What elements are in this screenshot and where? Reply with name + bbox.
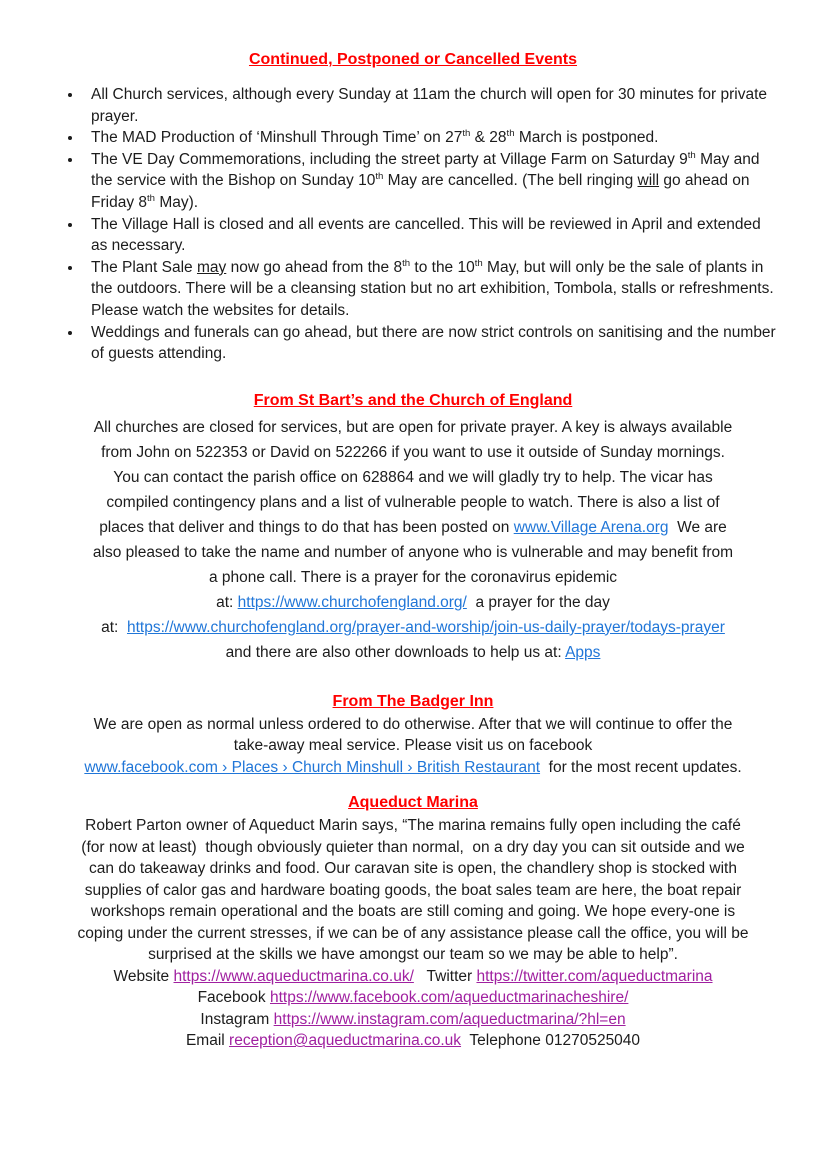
- section-heading-continued-events: Continued, Postponed or Cancelled Events: [248, 51, 578, 68]
- text-line: [28, 1030, 798, 1052]
- list-item: [83, 84, 778, 127]
- superscript-ordinal: th: [402, 257, 411, 269]
- superscript-ordinal: th: [474, 257, 483, 269]
- text-run: Weddings and funerals can go ahead, but there are now strict controls on sanitising and the number of guests attending.: [91, 323, 776, 363]
- text-line: [28, 944, 798, 966]
- text-run: Twitter: [413, 967, 477, 985]
- text-line: [28, 880, 798, 902]
- text-line: [44, 590, 782, 615]
- text-run: May and the service with the Bishop on Sunday 10: [91, 150, 760, 190]
- badger-inn-paragraph: [44, 714, 782, 779]
- text-run: The MAD Production of ‘Minshull Through Time’ on 27: [91, 129, 463, 147]
- text-run: Telephone 01270525040: [461, 1032, 641, 1050]
- list-item: [83, 127, 778, 149]
- text-line: [28, 966, 798, 988]
- hyperlink[interactable]: https://twitter.com/aqueductmarina: [476, 967, 713, 985]
- text-run: compiled contingency plans and a list of vulnerable people to watch. There is also a list of: [106, 493, 720, 511]
- text-run: (for now at least) though obviously quieter than normal, on a dry day you can sit outside and we: [81, 838, 745, 856]
- text-run: from John on 522353 or David on 522266 if you want to use it outside of Sunday mornings.: [101, 443, 725, 461]
- text-run: supplies of calor gas and hardware boating goods, the boat sales team are here, the boat repair: [84, 881, 742, 899]
- text-line: [28, 815, 798, 837]
- text-line: [44, 735, 782, 757]
- text-line: [44, 565, 782, 590]
- hyperlink[interactable]: www.Village Arena.org: [513, 518, 669, 536]
- text-run: places that deliver and things to do that has been posted on: [99, 518, 514, 536]
- text-run: You can contact the parish office on 628864 and we will gladly try to help. The vicar has: [113, 468, 713, 486]
- text-run: a phone call. There is a prayer for the coronavirus epidemic: [208, 568, 618, 586]
- text-run: March is postponed.: [514, 129, 659, 147]
- superscript-ordinal: th: [687, 149, 696, 161]
- section-heading-badger-inn: From The Badger Inn: [332, 692, 494, 710]
- text-line: [44, 714, 782, 736]
- text-line: [44, 465, 782, 490]
- text-run: for the most recent updates.: [540, 758, 742, 776]
- text-run: workshops remain operational and the boats are still coming and going. We hope every-one is: [90, 903, 736, 921]
- section-continued-events: [44, 50, 782, 365]
- text-line: [44, 440, 782, 465]
- text-run: surprised at the skills we have amongst our team so we may be able to help”.: [148, 946, 678, 964]
- text-run: May).: [155, 193, 199, 211]
- text-run: All Church services, although every Sunday at 11am the church will open for 30 minutes for private prayer.: [91, 86, 768, 125]
- list-item: [83, 149, 778, 214]
- section-st-barts: [44, 391, 782, 665]
- events-bullet-list: [44, 84, 782, 365]
- hyperlink[interactable]: www.facebook.com › Places › Church Minshull › British Restaurant: [84, 758, 541, 776]
- text-run: take-away meal service. Please visit us on facebook: [233, 737, 593, 755]
- text-run: go ahead on Friday 8: [91, 172, 750, 211]
- text-run: May, but will only be the sale of plants in the outdoors. There will be a cleansing station but no art exhibition, Tombola, stalls or refreshments. Please watch the websites for details.: [91, 258, 774, 319]
- text-run: at:: [216, 593, 238, 611]
- text-run: can do takeaway drinks and food. Our caravan site is open, the chandlery shop is stocked with: [89, 860, 737, 878]
- text-line: [44, 415, 782, 440]
- text-line: [28, 923, 798, 945]
- text-line: [28, 987, 798, 1009]
- hyperlink[interactable]: https://www.churchofengland.org/prayer-and-worship/join-us-daily-prayer/todays-prayer: [126, 618, 725, 636]
- hyperlink[interactable]: https://www.churchofengland.org/: [237, 593, 467, 611]
- superscript-ordinal: th: [147, 192, 156, 204]
- document-content: [44, 0, 782, 1052]
- text-run: Instagram: [200, 1010, 274, 1028]
- text-run: also pleased to take the name and number of anyone who is vulnerable and may benefit from: [92, 543, 734, 561]
- underlined-emphasis: may: [196, 258, 227, 276]
- text-run: now go ahead from the 8: [226, 258, 403, 276]
- text-line: [28, 858, 798, 880]
- st-barts-paragraph: [44, 415, 782, 665]
- text-run: Website: [113, 967, 174, 985]
- list-item: [83, 322, 778, 365]
- superscript-ordinal: th: [375, 171, 384, 183]
- section-heading-aqueduct-marina: Aqueduct Marina: [348, 794, 478, 812]
- text-line: [28, 1009, 798, 1031]
- text-line: [44, 615, 782, 640]
- text-run: The Plant Sale: [91, 258, 197, 276]
- list-item: [83, 257, 778, 322]
- hyperlink[interactable]: reception@aqueductmarina.co.uk: [229, 1032, 462, 1050]
- section-heading-st-barts: From St Bart’s and the Church of England: [253, 391, 573, 409]
- text-line: [44, 540, 782, 565]
- text-line: [44, 640, 782, 665]
- list-item: [83, 214, 778, 257]
- text-run: Email: [185, 1032, 230, 1050]
- text-run: and there are also other downloads to help us at:: [225, 643, 566, 661]
- text-run: to the 10: [410, 258, 475, 276]
- text-run: a prayer for the day: [466, 593, 610, 611]
- section-badger-inn: [44, 692, 782, 779]
- text-run: coping under the current stresses, if we can be of any assistance please call the office, you will be: [77, 924, 749, 942]
- underlined-emphasis: will: [637, 172, 660, 190]
- section-aqueduct-marina: [44, 793, 782, 1052]
- hyperlink[interactable]: https://www.facebook.com/aqueductmarinacheshire/: [269, 989, 629, 1007]
- hyperlink[interactable]: https://www.instagram.com/aqueductmarina/?hl=en: [273, 1010, 626, 1028]
- text-run: at:: [101, 618, 127, 636]
- text-run: We are open as normal unless ordered to do otherwise. After that we will continue to offer the: [93, 715, 733, 733]
- text-run: We are: [668, 518, 727, 536]
- text-run: The Village Hall is closed and all events are cancelled. This will be reviewed in April and extended as necessary.: [91, 215, 761, 255]
- superscript-ordinal: th: [506, 128, 515, 140]
- text-line: [28, 837, 798, 859]
- text-run: Robert Parton owner of Aqueduct Marin says, “The marina remains fully open including the café: [85, 817, 741, 835]
- aqueduct-marina-paragraph: [28, 815, 798, 1052]
- hyperlink[interactable]: Apps: [565, 643, 601, 661]
- text-run: & 28: [470, 129, 507, 147]
- superscript-ordinal: th: [462, 128, 471, 140]
- text-line: [44, 515, 782, 540]
- text-line: [44, 757, 782, 779]
- text-run: All churches are closed for services, but are open for private prayer. A key is always available: [93, 418, 733, 436]
- text-run: Facebook: [197, 989, 270, 1007]
- text-line: [44, 490, 782, 515]
- hyperlink[interactable]: https://www.aqueductmarina.co.uk/: [173, 967, 414, 985]
- text-run: May are cancelled. (The bell ringing: [383, 172, 638, 190]
- text-run: The VE Day Commemorations, including the street party at Village Farm on Saturday 9: [91, 150, 688, 168]
- text-line: [28, 901, 798, 923]
